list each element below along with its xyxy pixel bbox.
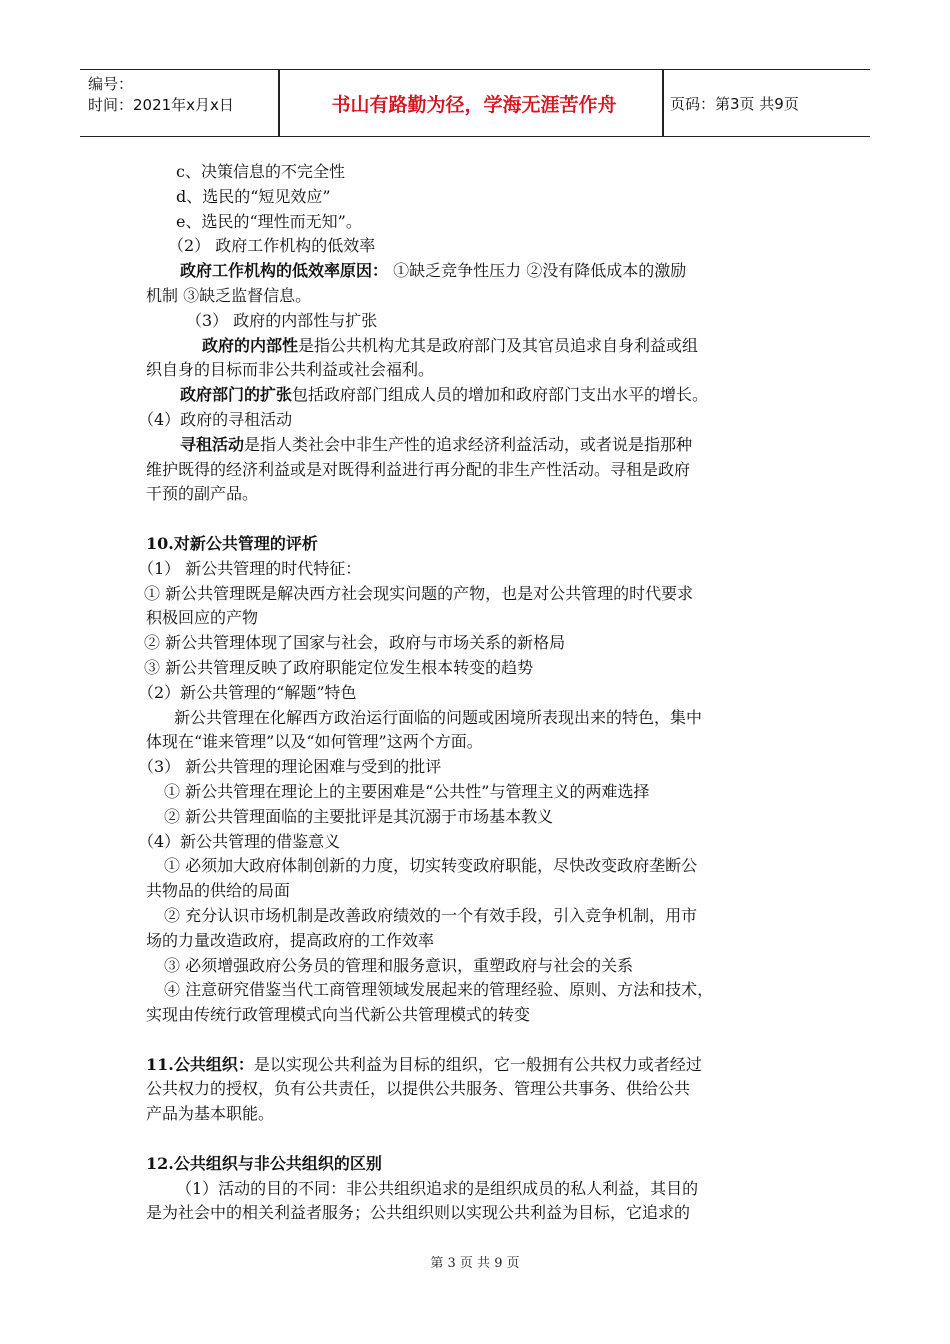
line-text: ①缺乏竞争性压力 ②没有降低成本的激励 (388, 261, 687, 281)
line-text: ② 新公共管理面临的主要批评是其沉溺于市场基本教义 (164, 806, 554, 826)
line-text: ① 必须加大政府体制创新的力度，切实转变政府职能，尽快改变政府垄断公 (164, 856, 698, 876)
text-line (174, 706, 806, 731)
line-text: （2）新公共管理的“解题”特色 (138, 682, 357, 702)
header-meta (88, 74, 234, 116)
line-text: ② 充分认识市场机制是改善政府绩效的一个有效手段，引入竞争机制，用市 (164, 905, 698, 925)
term-bold: 寻租活动 (180, 434, 245, 454)
line-text: （1）活动的目的不同：非公共组织追求的是组织成员的私人利益，其目的 (176, 1178, 699, 1198)
line-text: 积极回应的产物 (146, 608, 259, 628)
text-line (164, 904, 806, 929)
page-header (80, 69, 870, 137)
text-line (146, 1003, 806, 1028)
text-line (146, 1152, 806, 1177)
text-line (146, 1102, 806, 1127)
line-text: e、选民的“理性而无知”。 (176, 211, 362, 231)
text-line (202, 334, 806, 359)
line-text: 是指公共机构尤其是政府部门及其官员追求自身利益或组 (298, 335, 699, 355)
line-text: ④ 注意研究借鉴当代工商管理领域发展起来的管理经验、原则、方法和技术， (164, 980, 714, 1000)
line-text: 共物品的供给的局面 (146, 881, 291, 901)
line-text: 是为社会中的相关利益者服务；公共组织则以实现公共利益为目标，它追求的 (146, 1203, 691, 1223)
term-bold: 11.公共组织： (146, 1054, 254, 1074)
text-line (146, 1201, 806, 1226)
text-line (138, 557, 806, 582)
line-text: 公共权力的授权，负有公共责任，以提供公共服务、管理公共事务、供给公共 (146, 1079, 691, 1099)
text-line (146, 730, 806, 755)
blank-line (146, 1028, 806, 1053)
text-line (164, 805, 806, 830)
header-divider (662, 70, 664, 136)
text-line (144, 656, 806, 681)
term-bold: 12.公共组织与非公共组织的区别 (146, 1153, 382, 1173)
text-line (146, 1053, 806, 1078)
blank-line (146, 1127, 806, 1152)
line-text: 是以实现公共利益为目标的组织，它一般拥有公共权力或者经过 (253, 1054, 702, 1074)
text-line (180, 433, 806, 458)
line-text: 新公共管理在化解西方政治运行面临的问题或困境所表现出来的特色，集中 (174, 707, 703, 727)
text-line (176, 1177, 806, 1202)
text-line (186, 309, 806, 334)
line-text: （4）新公共管理的借鉴意义 (138, 831, 341, 851)
text-line (146, 879, 806, 904)
line-text: 包括政府部门组成人员的增加和政府部门支出水平的增长。 (292, 385, 709, 405)
text-line (164, 854, 806, 879)
term-bold: 10.对新公共管理的评析 (146, 533, 318, 553)
text-line (176, 185, 806, 210)
text-line (168, 234, 806, 259)
text-line (138, 681, 806, 706)
line-text: d、选民的“短见效应” (176, 186, 331, 206)
number-label: 编号： (88, 75, 134, 93)
text-line (180, 383, 806, 408)
line-text: ① 新公共管理既是解决西方社会现实问题的产物，也是对公共管理的时代要求 (144, 583, 694, 603)
line-text: c、决策信息的不完全性 (176, 162, 345, 181)
term-bold: 政府的内部性 (202, 335, 299, 355)
line-text: 织自身的目标而非公共利益或社会福利。 (146, 360, 435, 380)
line-text: 干预的副产品。 (146, 484, 259, 504)
header-divider (278, 70, 280, 136)
header-page-code: 页码：第3页 共9页 (670, 94, 799, 113)
line-text: 维护既得的经济利益或是对既得利益进行再分配的非生产性活动。寻租是政府 (146, 459, 691, 479)
text-line (176, 210, 806, 235)
text-line (138, 830, 806, 855)
term-bold: 政府工作机构的低效率原因： (180, 261, 389, 281)
line-text: （2） 政府工作机构的低效率 (168, 236, 376, 256)
header-motto: 书山有路勤为径，学海无涯苦作舟 (331, 93, 617, 116)
text-line (146, 929, 806, 954)
line-text: 机制 ③缺乏监督信息。 (146, 285, 312, 305)
line-text: （1） 新公共管理的时代特征： (138, 558, 362, 578)
text-line (180, 259, 806, 284)
page-footer: 第 3 页 共 9 页 (430, 1256, 520, 1271)
line-text: （4）政府的寻租活动 (138, 409, 293, 429)
text-line (176, 160, 806, 185)
line-text: 是指人类社会中非生产性的追求经济利益活动，或者说是指那种 (244, 434, 693, 454)
line-text: 产品为基本职能。 (146, 1104, 275, 1124)
text-line (146, 284, 806, 309)
text-line (164, 780, 806, 805)
text-line (146, 606, 806, 631)
text-line (146, 482, 806, 507)
line-text: ③ 必须增强政府公务员的管理和服务意识，重塑政府与社会的关系 (164, 955, 634, 975)
term-bold: 政府部门的扩张 (180, 385, 293, 405)
blank-line (146, 507, 806, 532)
text-line (138, 755, 806, 780)
line-text: ① 新公共管理在理论上的主要困难是“公共性”与管理主义的两难选择 (164, 781, 650, 801)
text-line (138, 408, 806, 433)
document-body (138, 160, 806, 1226)
text-line (146, 1077, 806, 1102)
text-line (146, 458, 806, 483)
text-line (164, 954, 806, 979)
time-label: 时间：2021年x月x日 (88, 96, 234, 114)
line-text: 场的力量改造政府，提高政府的工作效率 (146, 930, 435, 950)
line-text: 体现在“谁来管理”以及“如何管理”这两个方面。 (146, 732, 483, 752)
text-line (144, 582, 806, 607)
line-text: ③ 新公共管理反映了政府职能定位发生根本转变的趋势 (144, 657, 534, 677)
line-text: （3） 新公共管理的理论困难与受到的批评 (138, 757, 442, 777)
text-line (164, 978, 806, 1003)
line-text: 实现由传统行政管理模式向当代新公共管理模式的转变 (146, 1005, 531, 1025)
line-text: （3） 政府的内部性与扩张 (186, 310, 378, 330)
text-line (146, 532, 806, 557)
text-line (146, 358, 806, 383)
text-line (144, 631, 806, 656)
line-text: ② 新公共管理体现了国家与社会，政府与市场关系的新格局 (144, 633, 566, 653)
